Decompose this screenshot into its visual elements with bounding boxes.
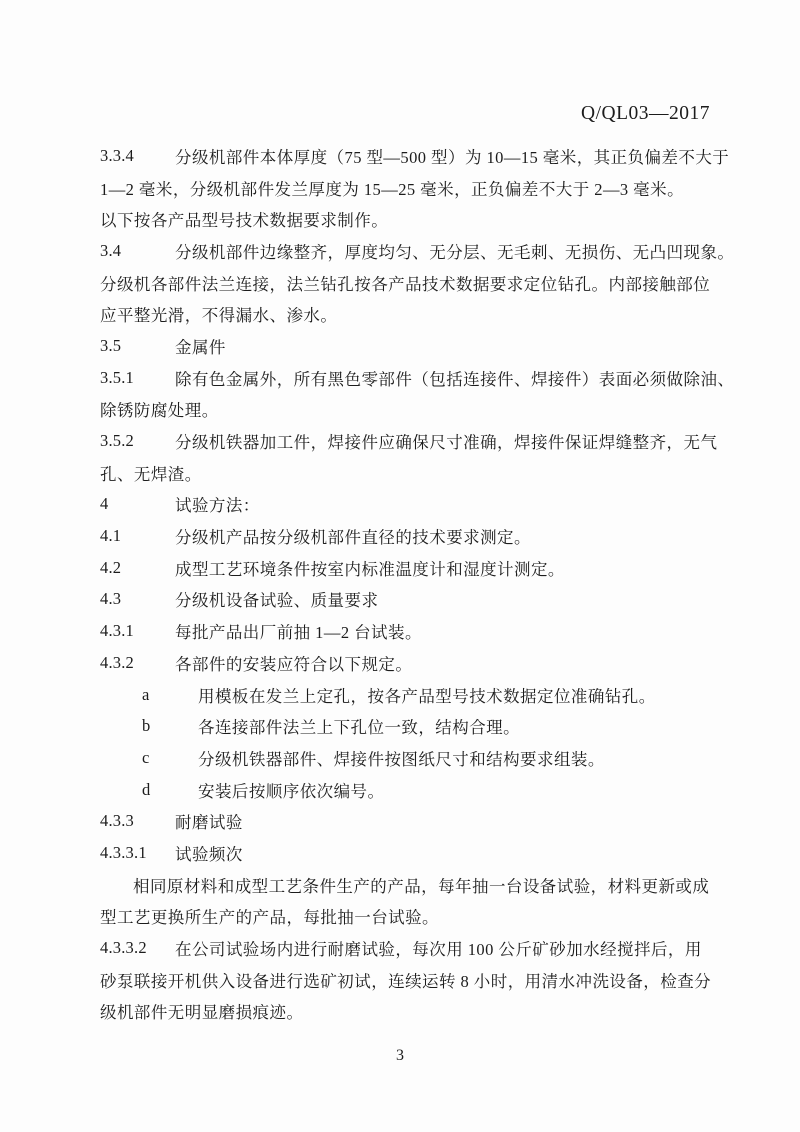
section-number: 4.3.1 (100, 621, 134, 641)
doc-line-list-item (100, 774, 720, 806)
list-item-letter: c (142, 747, 150, 767)
doc-line (100, 932, 720, 964)
section-number: 4.2 (100, 557, 122, 577)
doc-line (100, 584, 720, 616)
doc-line (100, 267, 720, 299)
line-text: 成型工艺环境条件按室内标准温度计和湿度计测定。 (175, 559, 565, 579)
doc-line (100, 298, 720, 330)
line-text: 型工艺更换所生产的产品，每批抽一台试验。 (100, 908, 439, 928)
doc-line (100, 901, 720, 933)
doc-line (100, 996, 720, 1028)
doc-line (100, 964, 720, 996)
list-item-letter: a (142, 684, 150, 704)
line-text: 各部件的安装应符合以下规定。 (175, 654, 413, 674)
line-text: 相同原材料和成型工艺条件生产的产品，每年抽一台设备试验，材料更新或成 (133, 876, 710, 896)
section-number: 3.4 (100, 240, 122, 260)
section-number: 3.5.1 (100, 367, 134, 387)
doc-line (100, 394, 720, 426)
doc-standard-code: Q/QL03—2017 (581, 103, 710, 124)
line-text: 分级机各部件法兰连接，法兰钻孔按各产品技术数据要求定位钻孔。内部接触部位 (100, 274, 711, 294)
doc-line (100, 837, 720, 869)
doc-line (100, 172, 720, 204)
line-text: 分级机设备试验、质量要求 (175, 591, 379, 611)
page-number: 3 (396, 1047, 404, 1064)
doc-line (100, 615, 720, 647)
line-text: 金属件 (175, 337, 226, 357)
line-text: 耐磨试验 (175, 813, 243, 833)
doc-line (100, 140, 730, 172)
doc-line (100, 203, 720, 235)
doc-line (100, 425, 720, 457)
line-text: 级机部件无明显磨损痕迹。 (100, 1003, 304, 1023)
line-text: 试验频次 (175, 844, 243, 864)
line-text: 分级机铁器部件、焊接件按图纸尺寸和结构要求组装。 (198, 749, 605, 769)
section-number: 4.3.3.2 (100, 938, 147, 958)
doc-line (100, 520, 720, 552)
section-number: 4.3.3.1 (100, 842, 147, 862)
doc-line (100, 457, 720, 489)
section-number: 4.1 (100, 526, 122, 546)
doc-line-paragraph-start (100, 869, 720, 901)
line-text: 每批产品出厂前抽 1—2 台试装。 (175, 623, 422, 643)
line-text: 在公司试验场内进行耐磨试验，每次用 100 公斤矿砂加水经搅拌后，用 (175, 940, 702, 960)
doc-line (100, 489, 720, 521)
line-text: 安装后按顺序依次编号。 (198, 781, 385, 801)
line-text: 除锈防腐处理。 (100, 401, 219, 421)
doc-line (100, 362, 735, 394)
section-number: 3.5.2 (100, 431, 134, 451)
line-text: 以下按各产品型号技术数据要求制作。 (100, 211, 389, 231)
doc-line (100, 552, 720, 584)
doc-line-list-item (100, 679, 720, 711)
line-text: 分级机部件本体厚度（75 型—500 型）为 10—15 毫米，其正负偏差不大于 (175, 147, 730, 167)
section-number: 3.5 (100, 335, 122, 355)
line-text: 1—2 毫米，分级机部件发兰厚度为 15—25 毫米，正负偏差不大于 2—3 毫米。 (100, 179, 685, 199)
line-text: 应平整光滑，不得漏水、渗水。 (100, 306, 338, 326)
doc-line (100, 647, 720, 679)
line-text: 除有色金属外，所有黑色零部件（包括连接件、焊接件）表面必须做除油、 (175, 369, 735, 389)
line-text: 各连接部件法兰上下孔位一致，结构合理。 (198, 718, 521, 738)
doc-line-list-item (100, 710, 720, 742)
doc-line (100, 805, 720, 837)
line-text: 分级机部件边缘整齐，厚度均匀、无分层、无毛刺、无损伤、无凸凹现象。 (175, 242, 735, 262)
doc-line (100, 330, 720, 362)
line-text: 砂泵联接开机供入设备进行选矿初试，连续运转 8 小时，用清水冲洗设备，检查分 (100, 971, 712, 991)
section-number: 4.3 (100, 589, 122, 609)
section-number: 4 (100, 494, 109, 514)
line-text: 分级机铁器加工件，焊接件应确保尺寸准确，焊接件保证焊缝整齐，无气 (175, 433, 718, 453)
doc-line-list-item (100, 742, 720, 774)
doc-line (100, 235, 735, 267)
list-item-letter: d (142, 779, 151, 799)
section-number: 3.3.4 (100, 145, 134, 165)
line-text: 试验方法： (175, 496, 260, 516)
section-number: 4.3.2 (100, 652, 134, 672)
line-text: 分级机产品按分级机部件直径的技术要求测定。 (175, 528, 531, 548)
line-text: 用模板在发兰上定孔，按各产品型号技术数据定位准确钻孔。 (198, 686, 656, 706)
section-number: 4.3.3 (100, 811, 134, 831)
line-text: 孔、无焊渣。 (100, 464, 202, 484)
list-item-letter: b (142, 716, 151, 736)
doc-body (100, 140, 735, 1027)
